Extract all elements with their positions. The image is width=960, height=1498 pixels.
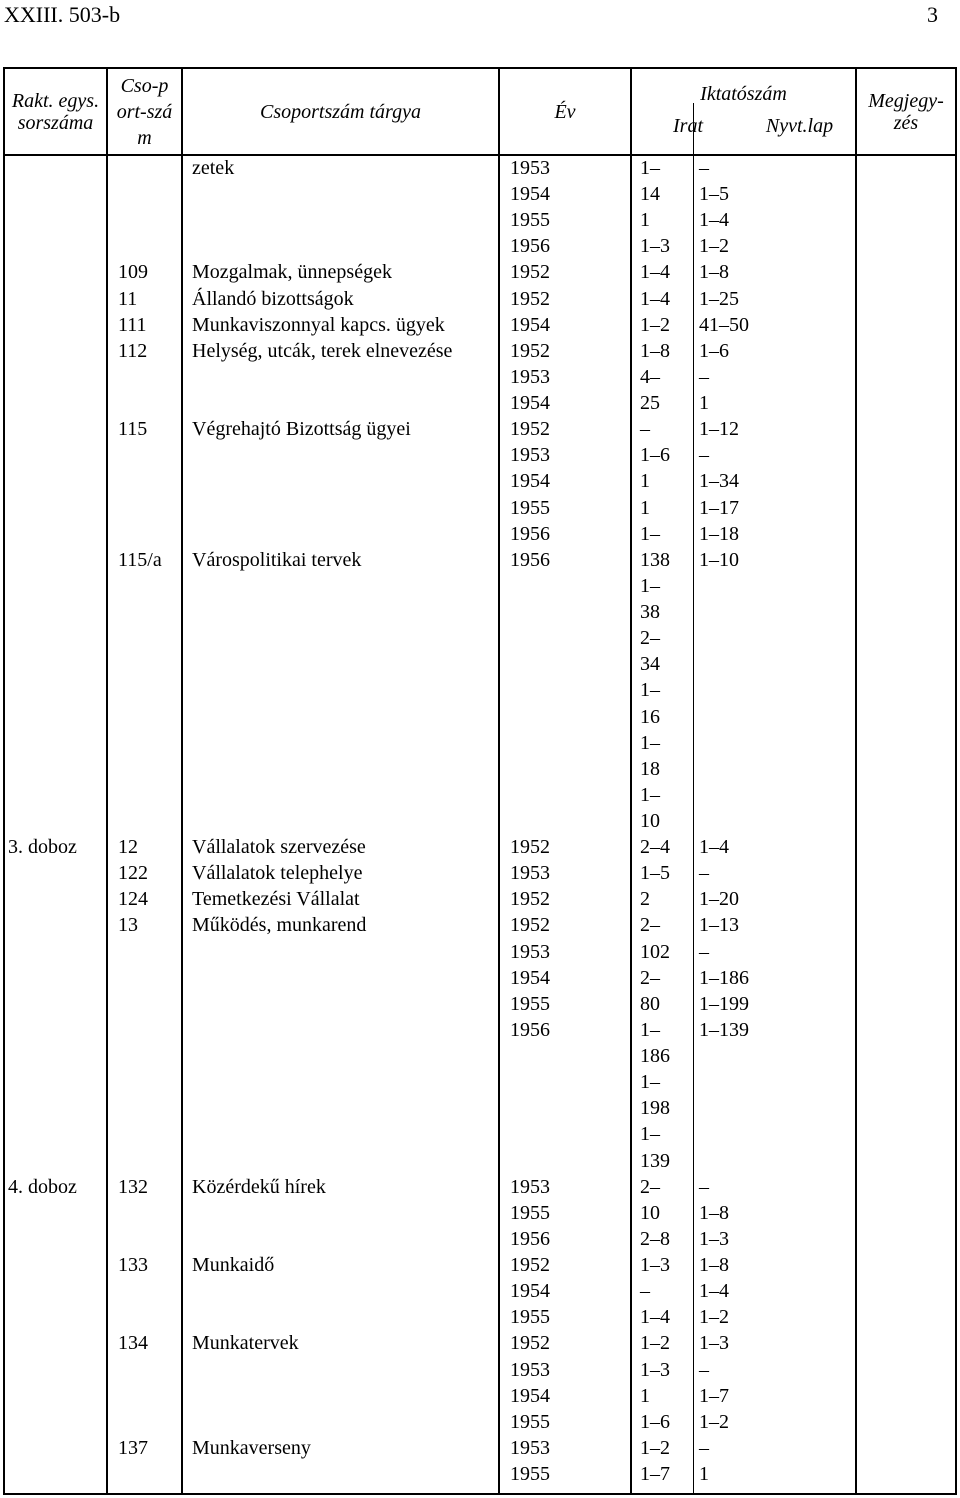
header-divider — [3, 154, 957, 156]
targy-cell: Mozgalmak, ünnepségek — [192, 261, 392, 284]
irat-cell: 1– — [640, 1071, 660, 1094]
irat-cell: 1– — [640, 157, 660, 179]
nyvt-cell: 1–4 — [699, 209, 729, 232]
irat-cell: – — [640, 1280, 650, 1303]
irat-cell: 1 — [640, 470, 650, 493]
header-targy: Csoportszám tárgya — [260, 100, 421, 123]
irat-cell: 1– — [640, 731, 660, 754]
ev-cell: 1954 — [510, 470, 550, 493]
irat-cell: 1–3 — [640, 1358, 670, 1381]
nyvt-cell: 1–12 — [699, 418, 739, 441]
ev-cell: 1952 — [510, 287, 550, 310]
irat-cell: 38 — [640, 601, 660, 624]
col-divider — [630, 67, 632, 1495]
targy-cell: Végrehajtó Bizottság ügyei — [192, 418, 411, 441]
ev-cell: 1953 — [510, 1175, 550, 1198]
col-divider — [498, 67, 500, 1495]
irat-cell: 4– — [640, 365, 660, 388]
csop-cell: 115/a — [118, 548, 162, 571]
nyvt-cell: 1–186 — [699, 966, 749, 989]
ev-cell: 1952 — [510, 914, 550, 937]
irat-cell: 1–2 — [640, 1332, 670, 1355]
nyvt-cell: 1–139 — [699, 1018, 749, 1041]
targy-cell: Munkaidő — [192, 1254, 275, 1277]
irat-cell: 1– — [640, 522, 660, 545]
ev-cell: 1953 — [510, 365, 550, 388]
header-ev: Év — [554, 100, 576, 123]
csop-cell: 112 — [118, 339, 148, 362]
irat-cell: 2–8 — [640, 1227, 670, 1250]
irat-cell: 1–4 — [640, 1306, 670, 1329]
nyvt-cell: 1 — [699, 392, 709, 415]
nyvt-cell: 1–17 — [699, 496, 739, 519]
irat-cell: 2– — [640, 627, 660, 650]
ev-cell: 1956 — [510, 548, 550, 571]
nyvt-cell: – — [699, 1358, 709, 1381]
irat-cell: 138 — [640, 548, 670, 571]
irat-cell: 198 — [640, 1097, 670, 1120]
nyvt-cell: 1–8 — [699, 1254, 729, 1277]
targy-cell: Állandó bizottságok — [192, 287, 354, 310]
nyvt-cell: 1–25 — [699, 287, 739, 310]
csop-cell: 124 — [118, 888, 148, 911]
ev-cell: 1954 — [510, 1280, 550, 1303]
irat-cell: 1–6 — [640, 444, 670, 467]
irat-cell: 1–3 — [640, 1254, 670, 1277]
ev-cell: 1955 — [510, 1463, 550, 1485]
irat-cell: 1–7 — [640, 1463, 670, 1485]
nyvt-cell: 1–8 — [699, 1201, 729, 1224]
csop-cell: 13 — [118, 914, 138, 937]
irat-cell: 1– — [640, 574, 660, 597]
irat-cell: 139 — [640, 1149, 670, 1172]
csop-cell: 137 — [118, 1436, 148, 1459]
ev-cell: 1952 — [510, 261, 550, 284]
irat-cell: 80 — [640, 992, 660, 1015]
ev-cell: 1955 — [510, 1201, 550, 1224]
nyvt-cell: 1–2 — [699, 1410, 729, 1433]
nyvt-cell: 1–5 — [699, 183, 729, 206]
ev-cell: 1952 — [510, 1332, 550, 1355]
targy-cell: Munkaviszonnyal kapcs. ügyek — [192, 313, 445, 336]
nyvt-cell: 1–6 — [699, 339, 729, 362]
ev-cell: 1954 — [510, 966, 550, 989]
nyvt-cell: 1–8 — [699, 261, 729, 284]
col-divider — [693, 103, 694, 1495]
ev-cell: 1956 — [510, 235, 550, 258]
nyvt-cell: 1–13 — [699, 914, 739, 937]
nyvt-cell: – — [699, 1436, 709, 1459]
irat-cell: 186 — [640, 1045, 670, 1068]
irat-cell: 1–4 — [640, 261, 670, 284]
nyvt-cell: 1–199 — [699, 992, 749, 1015]
header-csoportszam-text: Cso-port-szám — [116, 74, 173, 149]
irat-cell: 1– — [640, 679, 660, 702]
ev-cell: 1956 — [510, 1018, 550, 1041]
irat-cell: 14 — [640, 183, 660, 206]
irat-cell: 18 — [640, 757, 660, 780]
nyvt-cell: 1–4 — [699, 1280, 729, 1303]
irat-cell: 10 — [640, 810, 660, 832]
nyvt-cell: 1 — [699, 1463, 709, 1485]
csop-cell: 111 — [118, 313, 147, 336]
nyvt-cell: – — [699, 365, 709, 388]
csop-cell: 109 — [118, 261, 148, 284]
nyvt-cell: 1–3 — [699, 1227, 729, 1250]
ev-cell: 1954 — [510, 183, 550, 206]
csop-cell: 122 — [118, 862, 148, 885]
nyvt-cell: 1–7 — [699, 1384, 729, 1407]
targy-cell: Munkatervek — [192, 1332, 299, 1355]
ev-cell: 1952 — [510, 836, 550, 859]
targy-cell: Vállalatok szervezése — [192, 836, 366, 859]
header-iktatoszam: Iktatószám — [700, 83, 787, 105]
irat-cell: 1–4 — [640, 287, 670, 310]
irat-cell: 1–6 — [640, 1410, 670, 1433]
rakt-cell: 4. doboz — [8, 1175, 77, 1198]
irat-cell: 10 — [640, 1201, 660, 1224]
ev-cell: 1953 — [510, 1358, 550, 1381]
ev-cell: 1954 — [510, 392, 550, 415]
ev-cell: 1953 — [510, 444, 550, 467]
csop-cell: 132 — [118, 1175, 148, 1198]
irat-cell: 2 — [640, 888, 650, 911]
irat-cell: 1– — [640, 1123, 660, 1146]
irat-cell: 25 — [640, 392, 660, 415]
irat-cell: 1–8 — [640, 339, 670, 362]
targy-cell: Temetkezési Vállalat — [192, 888, 360, 911]
header-csoportszam — [108, 69, 181, 154]
csop-cell: 134 — [118, 1332, 148, 1355]
ev-cell: 1955 — [510, 1306, 550, 1329]
nyvt-cell: 1–18 — [699, 522, 739, 545]
ev-cell: 1955 — [510, 496, 550, 519]
ev-cell: 1952 — [510, 418, 550, 441]
irat-cell: 1–5 — [640, 862, 670, 885]
rakt-cell: 3. doboz — [8, 836, 77, 859]
header-irat: Irat — [673, 115, 703, 137]
nyvt-cell: 1–2 — [699, 235, 729, 258]
nyvt-cell: 1–10 — [699, 548, 739, 571]
ev-cell: 1954 — [510, 313, 550, 336]
nyvt-cell: – — [699, 444, 709, 467]
targy-cell: Várospolitikai tervek — [192, 548, 362, 571]
nyvt-cell: – — [699, 940, 709, 963]
irat-cell: 16 — [640, 705, 660, 728]
irat-cell: 2–4 — [640, 836, 670, 859]
header-megjegyzes: Megjegy-zés — [868, 89, 944, 134]
ev-cell: 1955 — [510, 992, 550, 1015]
irat-cell: 1–2 — [640, 313, 670, 336]
irat-cell: 34 — [640, 653, 660, 676]
irat-cell: 1 — [640, 496, 650, 519]
targy-cell: Vállalatok telephelye — [192, 862, 363, 885]
nyvt-cell: 1–2 — [699, 1306, 729, 1329]
csop-cell: 133 — [118, 1254, 148, 1277]
ev-cell: 1953 — [510, 862, 550, 885]
col-divider — [181, 67, 183, 1495]
col-divider — [855, 67, 857, 1495]
nyvt-cell: 1–4 — [699, 836, 729, 859]
ev-cell: 1953 — [510, 940, 550, 963]
csop-cell: 12 — [118, 836, 138, 859]
col-divider — [106, 67, 108, 1495]
irat-cell: 1–3 — [640, 235, 670, 258]
irat-cell: 2– — [640, 914, 660, 937]
nyvt-cell: – — [699, 862, 709, 885]
page-title: XXIII. 503-b — [4, 2, 121, 27]
irat-cell: 102 — [640, 940, 670, 963]
targy-cell: Helység, utcák, terek elnevezése — [192, 339, 453, 362]
ev-cell: 1953 — [510, 157, 550, 179]
nyvt-cell: 1–34 — [699, 470, 739, 493]
header-rakt: Rakt. egys. sorszáma — [11, 89, 100, 134]
irat-cell: – — [640, 418, 650, 441]
irat-cell: 1 — [640, 209, 650, 232]
irat-cell: 2– — [640, 1175, 660, 1198]
ev-cell: 1952 — [510, 1254, 550, 1277]
ev-cell: 1952 — [510, 339, 550, 362]
ev-cell: 1955 — [510, 209, 550, 232]
csop-cell: 115 — [118, 418, 148, 441]
targy-cell: Közérdekű hírek — [192, 1175, 326, 1198]
irat-cell: 1– — [640, 783, 660, 806]
ev-cell: 1956 — [510, 522, 550, 545]
irat-cell: 1–2 — [640, 1436, 670, 1459]
ev-cell: 1954 — [510, 1384, 550, 1407]
targy-cell: Működés, munkarend — [192, 914, 367, 937]
targy-cell: zetek — [192, 157, 235, 179]
ev-cell: 1952 — [510, 888, 550, 911]
ev-cell: 1953 — [510, 1436, 550, 1459]
ev-cell: 1955 — [510, 1410, 550, 1433]
irat-cell: 1 — [640, 1384, 650, 1407]
nyvt-cell: – — [699, 157, 709, 179]
targy-cell: Munkaverseny — [192, 1436, 311, 1459]
nyvt-cell: 1–20 — [699, 888, 739, 911]
irat-cell: 2– — [640, 966, 660, 989]
nyvt-cell: 41–50 — [699, 313, 749, 336]
header-nyvt-lap: Nyvt.lap — [765, 115, 834, 137]
nyvt-cell: 1–3 — [699, 1332, 729, 1355]
page-number: 3 — [927, 2, 938, 27]
irat-cell: 1– — [640, 1018, 660, 1041]
ev-cell: 1956 — [510, 1227, 550, 1250]
nyvt-cell: – — [699, 1175, 709, 1198]
csop-cell: 11 — [118, 287, 138, 310]
